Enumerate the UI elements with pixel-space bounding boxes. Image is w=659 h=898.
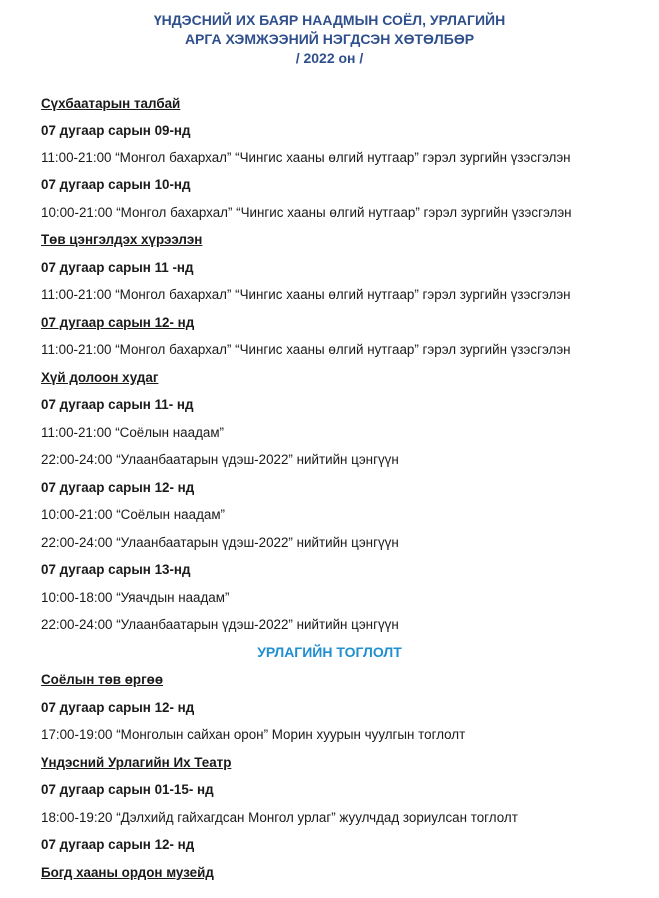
location-cultural-central-palace: Соёлын төв өргөө (41, 672, 164, 687)
location-central-stadium: Төв цэнгэлдэх хүрээлэн (41, 232, 203, 247)
date-heading: 07 дугаар сарын 12- нд (41, 315, 195, 330)
location-national-art-theatre: Үндэсний Урлагийн Их Театр (41, 755, 232, 770)
arts-performance-heading: УРЛАГИЙН ТОГЛОЛТ (257, 644, 402, 660)
date-heading: 07 дугаар сарын 12- нд (41, 700, 195, 715)
title-line-2: АРГА ХЭМЖЭЭНИЙ НЭГДСЭН ХӨТӨЛБӨР (184, 31, 475, 47)
date-heading: 07 дугаар сарын 10-нд (41, 177, 191, 192)
event-item: 11:00-21:00 “Монгол бахархал” “Чингис хааны өлгий нутгаар” гэрэл зургийн үзэсгэлэн (41, 287, 571, 302)
event-item: 11:00-21:00 “Монгол бахархал” “Чингис хааны өлгий нутгаар” гэрэл зургийн үзэсгэлэн (41, 342, 571, 357)
location-sukhbaatar-square: Сүхбаатарын талбай (41, 96, 181, 111)
title-year: / 2022 он / (295, 50, 364, 66)
event-item: 10:00-21:00 “Соёлын наадам” (41, 507, 225, 522)
title-line-1: ҮНДЭСНИЙ ИХ БАЯР НААДМЫН СОЁЛ, УРЛАГИЙН (153, 12, 506, 28)
event-item: 10:00-21:00 “Монгол бахархал” “Чингис хааны өлгий нутгаар” гэрэл зургийн үзэсгэлэн (41, 205, 572, 220)
event-item: 22:00-24:00 “Улаанбаатарын үдэш-2022” нийтийн цэнгүүн (41, 452, 399, 467)
date-heading: 07 дугаар сарын 13-нд (41, 562, 191, 577)
event-item: 11:00-21:00 “Монгол бахархал” “Чингис хааны өлгий нутгаар” гэрэл зургийн үзэсгэлэн (41, 150, 571, 165)
location-khui-doloon-khudag: Хүй долоон худаг (41, 370, 159, 385)
event-item: 18:00-19:20 “Дэлхийд гайхагдсан Монгол урлаг” жуулчдад зориулсан тоглолт (41, 810, 518, 825)
event-item: 11:00-21:00 “Соёлын наадам” (41, 425, 224, 440)
date-heading: 07 дугаар сарын 11- нд (41, 397, 194, 412)
date-heading: 07 дугаар сарын 12- нд (41, 480, 195, 495)
date-heading: 07 дугаар сарын 01-15- нд (41, 782, 214, 797)
event-item: 10:00-18:00 “Уяачдын наадам” (41, 590, 230, 605)
date-heading: 07 дугаар сарын 09-нд (41, 123, 191, 138)
event-item: 22:00-24:00 “Улаанбаатарын үдэш-2022” нийтийн цэнгүүн (41, 535, 399, 550)
event-item: 22:00-24:00 “Улаанбаатарын үдэш-2022” нийтийн цэнгүүн (41, 617, 399, 632)
date-heading: 07 дугаар сарын 12- нд (41, 837, 195, 852)
date-heading: 07 дугаар сарын 11 -нд (41, 260, 194, 275)
event-item: 17:00-19:00 “Монголын сайхан орон” Морин хуурын чуулгын тоглолт (41, 727, 466, 742)
location-bogd-khan-palace-museum: Богд хааны ордон музейд (41, 865, 214, 880)
